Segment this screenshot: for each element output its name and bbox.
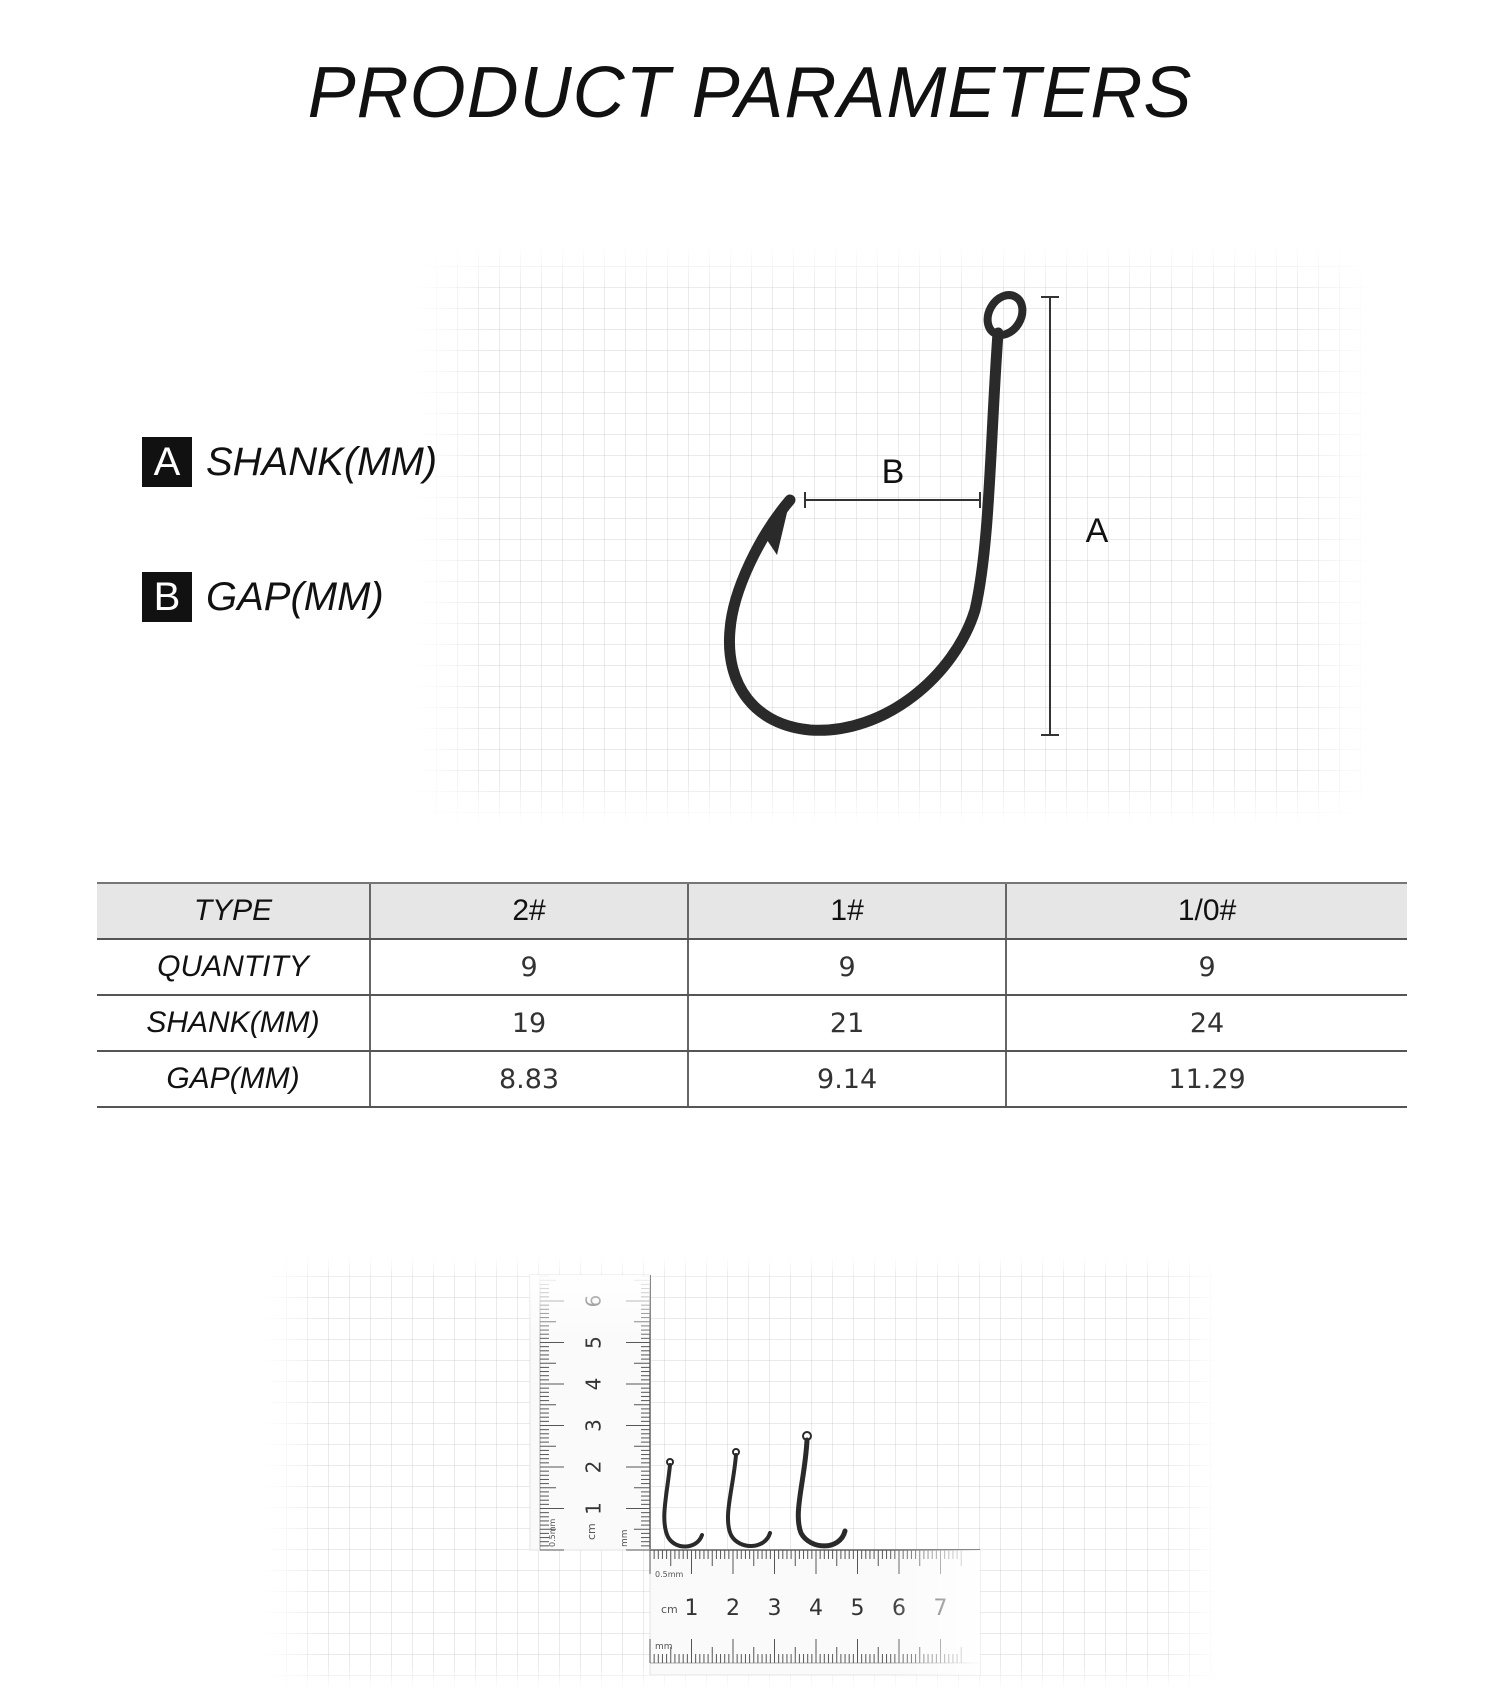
legend-gap bbox=[142, 572, 384, 622]
table-cell: 21 bbox=[688, 995, 1006, 1051]
table-cell: 9 bbox=[1006, 939, 1407, 995]
column-2: 2# bbox=[370, 883, 688, 939]
column-1-0: 1/0# bbox=[1006, 883, 1407, 939]
header-type: TYPE bbox=[97, 883, 370, 939]
table-cell: 9 bbox=[370, 939, 688, 995]
vertical-ruler bbox=[530, 1275, 650, 1550]
table-row bbox=[97, 939, 1407, 995]
table-cell: 9.14 bbox=[688, 1051, 1006, 1107]
table-row bbox=[97, 995, 1407, 1051]
table-cell: 24 bbox=[1006, 995, 1407, 1051]
row-label-gap: GAP(MM) bbox=[97, 1051, 370, 1107]
ruler-photo bbox=[265, 1255, 1220, 1690]
badge-b: B bbox=[142, 572, 192, 622]
legend-gap-label: GAP(MM) bbox=[206, 574, 384, 619]
table-cell: 8.83 bbox=[370, 1051, 688, 1107]
table-header-row bbox=[97, 883, 1407, 939]
page-title: PRODUCT PARAMETERS bbox=[307, 53, 1193, 133]
horizontal-ruler bbox=[650, 1550, 980, 1675]
table-cell: 19 bbox=[370, 995, 688, 1051]
legend-shank-label: SHANK(MM) bbox=[206, 439, 438, 484]
parameters-table bbox=[97, 882, 1407, 1108]
table-cell: 9 bbox=[688, 939, 1006, 995]
hook-diagram bbox=[415, 245, 1370, 825]
badge-a: A bbox=[142, 437, 192, 487]
table-cell: 11.29 bbox=[1006, 1051, 1407, 1107]
table-row bbox=[97, 1051, 1407, 1107]
column-1: 1# bbox=[688, 883, 1006, 939]
label-b: B bbox=[881, 453, 905, 491]
legend-shank bbox=[142, 437, 437, 487]
row-label-shank: SHANK(MM) bbox=[97, 995, 370, 1051]
label-a: A bbox=[1085, 512, 1109, 550]
row-label-quantity: QUANTITY bbox=[97, 939, 370, 995]
